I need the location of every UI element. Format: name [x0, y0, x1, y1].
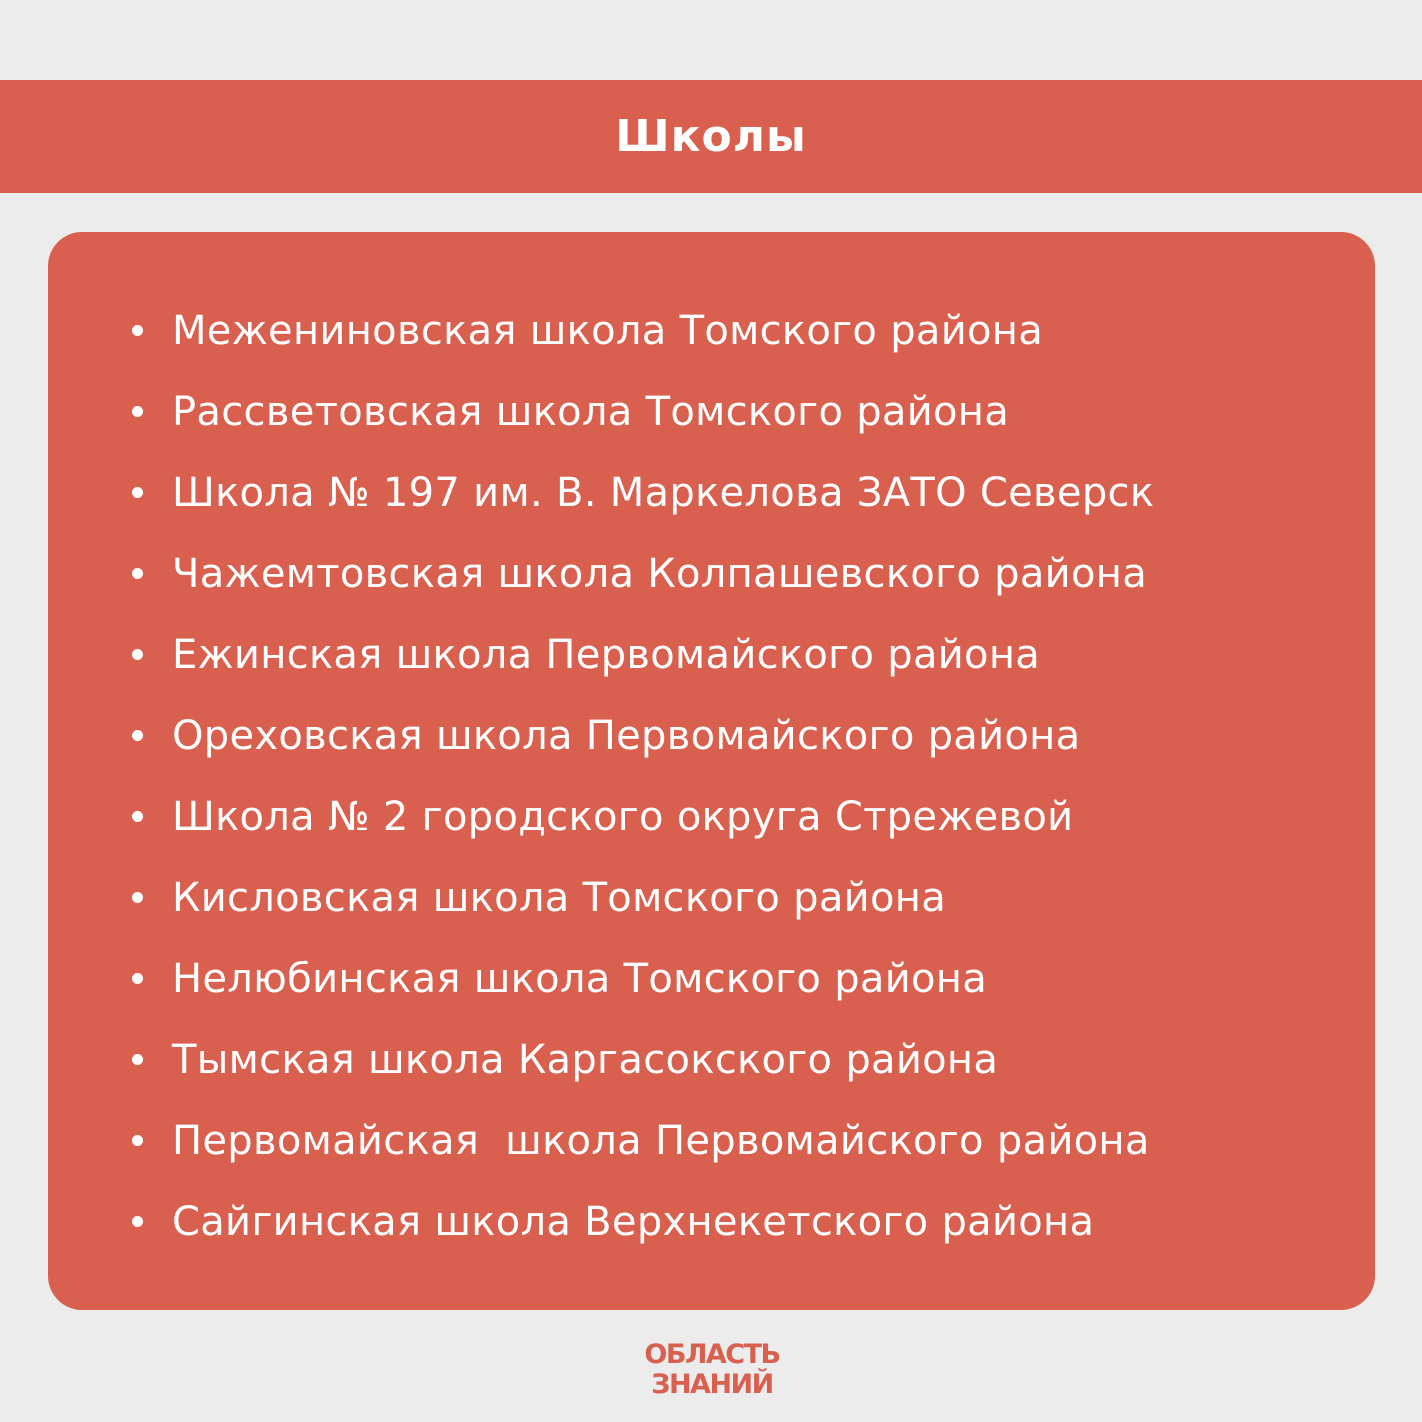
list-item	[126, 290, 1356, 371]
bullet-icon	[132, 406, 143, 417]
bullet-icon	[132, 973, 143, 984]
school-name: Рассветовская школа Томского района	[172, 388, 1010, 435]
list-item	[126, 695, 1356, 776]
school-name: Кисловская школа Томского района	[172, 874, 947, 921]
bullet-icon	[132, 811, 143, 822]
header-band	[0, 80, 1422, 193]
list-item	[126, 452, 1356, 533]
logo-line-2: ЗНАНИЙ	[651, 1369, 773, 1400]
bullet-icon	[132, 1135, 143, 1146]
bullet-icon	[132, 649, 143, 660]
bullet-icon	[132, 568, 143, 579]
school-name: Школа № 197 им. В. Маркелова ЗАТО Северск	[172, 469, 1155, 516]
bullet-icon	[132, 1216, 143, 1227]
school-name: Первомайская школа Первомайского района	[172, 1117, 1150, 1164]
page-title: Школы	[615, 111, 807, 162]
list-item	[126, 1100, 1356, 1181]
logo-line-1: ОБЛАСТЬ	[644, 1339, 780, 1370]
list-item	[126, 533, 1356, 614]
list-item	[126, 1019, 1356, 1100]
list-item	[126, 614, 1356, 695]
school-name: Тымская школа Каргасокского района	[172, 1036, 999, 1083]
bullet-icon	[132, 730, 143, 741]
bullet-icon	[132, 1054, 143, 1065]
school-name: Межениновская школа Томского района	[172, 307, 1044, 354]
schools-list	[126, 290, 1356, 1262]
list-item	[126, 938, 1356, 1019]
list-item	[126, 371, 1356, 452]
school-name: Чажемтовская школа Колпашевского района	[172, 550, 1148, 597]
bullet-icon	[132, 487, 143, 498]
schools-card	[48, 232, 1375, 1310]
list-item	[126, 776, 1356, 857]
list-item	[126, 857, 1356, 938]
school-name: Сайгинская школа Верхнекетского района	[172, 1198, 1095, 1245]
school-name: Ежинская школа Первомайского района	[172, 631, 1041, 678]
school-name: Нелюбинская школа Томского района	[172, 955, 988, 1002]
school-name: Школа № 2 городского округа Стрежевой	[172, 793, 1074, 840]
bullet-icon	[132, 325, 143, 336]
list-item	[126, 1181, 1356, 1262]
brand-logo	[624, 1340, 800, 1400]
bullet-icon	[132, 892, 143, 903]
school-name: Ореховская школа Первомайского района	[172, 712, 1081, 759]
